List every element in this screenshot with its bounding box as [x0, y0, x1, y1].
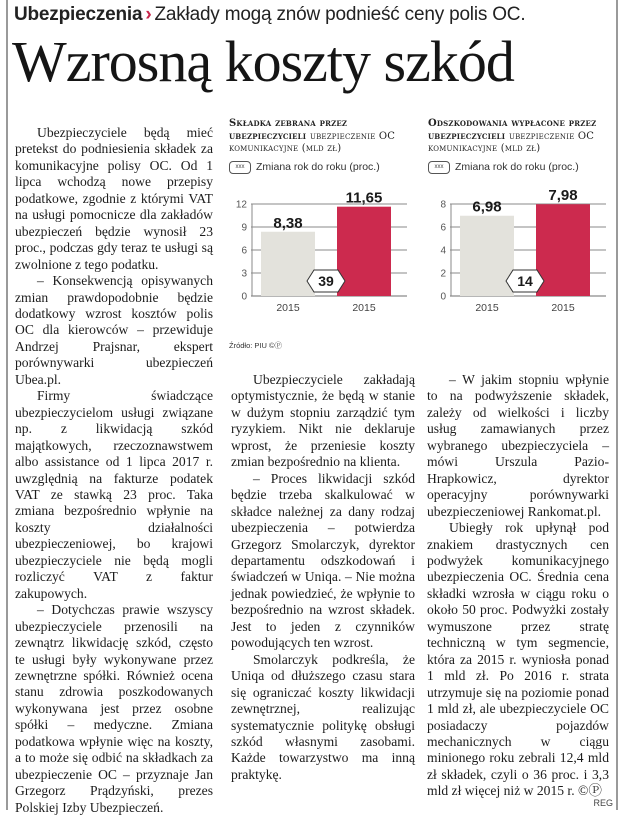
kicker-text: Zakłady mogą znów podnieść ceny polis OC. [154, 4, 526, 25]
y-tick-label: 4 [440, 245, 446, 256]
paragraph: – Konsekwencją opisywanych zmian prawdopodobnie będzie dodatkowy wzrost kosztów polis OC dla kierowców – przewiduje Andrzej Prajsnar, ekspert porównywarki ubezpieczeń Ubea.pl. [15, 273, 213, 387]
chart-claims [428, 118, 614, 328]
change-label: 39 [318, 272, 334, 289]
y-tick-label: 0 [440, 291, 446, 302]
chart-title-main: Odszkodowania wypłacone przez ubezpieczycieli [428, 118, 597, 142]
paragraph: Ubiegły rok upłynął pod znakiem drastycznych cen podwyżek komunikacyjnego ubezpieczenia OC. Średnia cena składki wzrosła w ciągu roku o około 50 proc. Podwyżki zostały wymuszone przez stratę techniczną w tym segmencie, która za 2015 r. wyniosła ponad 1 mld zł. Po 2016 r. strata utrzymuje się na poziomie ponad 1 mld zł, ale ubezpieczyciele OC posiadaczy pojazdów mechanicznych w ciągu minionego roku zebrali 12,4 mld zł składek, czyli o 36 proc. i 3,3 mld zł więcej niż w 2015 r. ©Ⓟ [427, 520, 609, 799]
hexagon-icon: xxx [229, 161, 251, 174]
byline: REG [593, 798, 613, 808]
value-label: 8,38 [273, 214, 303, 232]
chart-subtitle: ubezpieczenie OC komunikacyjne (mld zł) [428, 130, 595, 154]
value-label: 7,98 [548, 186, 578, 204]
paragraph: – W jakim stopniu wpłynie to na podwyższenie składek, zależy od wielkości i liczby usług zamawianych przez wybranego ubezpieczyciela – mówi Urszula Pazio-Hrapkowicz, dyrektor operacyjny porównywarki ubezpieczeniowej Rankomat.pl. [427, 372, 609, 519]
legend-label: Zmiana rok do roku (proc.) [455, 161, 579, 173]
chart-legend [229, 161, 419, 174]
x-tick-label: 2015 [475, 301, 499, 314]
value-label: 6,98 [472, 198, 502, 216]
section-label: Ubezpieczenia [14, 4, 143, 25]
chevron-right-icon: › [145, 4, 152, 25]
paragraph: Smolarczyk podkreśla, że Uniqa od dłuższego czasu stara się ograniczać koszty likwidacji zewnętrznej, realizując systematycznie politykę obsługi szkód własnymi zasobami. Każde towarzystwo ma inną praktykę. [231, 651, 415, 782]
y-tick-label: 0 [241, 291, 247, 302]
bar [536, 204, 590, 296]
bar-chart-svg [428, 174, 614, 324]
bar-chart-svg [229, 174, 419, 324]
kicker [14, 4, 525, 26]
y-tick-label: 12 [235, 199, 247, 210]
value-label: 11,65 [345, 189, 383, 207]
chart-source: Źródło: PIU ©Ⓟ [229, 341, 283, 350]
chart-title [428, 118, 614, 156]
chart-premiums [229, 118, 419, 328]
legend-label: Zmiana rok do roku (proc.) [256, 161, 380, 173]
paragraph: – Dotychczas prawie wszyscy ubezpieczyciele przenosili na zewnątrz likwidację szkód, często te usługi były wykonywane przez zewnętrzne spółki. Również ocena stanu zdrowia poszkodowanych wykonywana jest przez osobne spółki – medyczne. Zmiana podatkowa wpłynie więc na koszty, a to może się odbić na składkach za ubezpieczenie OC – przyznaje Jan Grzegorz Prądzyński, prezes Polskiej Izby Ubezpieczeń. [15, 602, 213, 815]
y-tick-label: 6 [241, 245, 247, 256]
bar [261, 231, 315, 295]
chart-title-main: Składka zebrana przez ubezpieczycieli [229, 118, 348, 142]
x-tick-label: 2015 [551, 301, 575, 314]
text-column-1 [15, 125, 213, 816]
hexagon-icon: xxx [428, 161, 450, 174]
paragraph: Ubezpieczyciele zakładają optymistycznie, że będą w stanie w dużym stopniu zarządzić tym ryzykiem. Nikt nie deklaruje wprost, że przeniesie koszty zmian bezpośrednio na klienta. [231, 372, 415, 470]
bar [460, 215, 514, 295]
chart-title [229, 118, 419, 156]
y-tick-label: 8 [440, 199, 446, 210]
x-tick-label: 2015 [276, 301, 300, 314]
y-tick-label: 2 [440, 268, 446, 279]
text-column-3 [427, 372, 609, 800]
paragraph: Ubezpieczyciele będą mieć pretekst do podniesienia składek za komunikacyjne polisy OC. Od 1 lipca wchodzą nowe przepisy podatkowe, zgodnie z którymi VAT na usługi pomocnicze dla zakładów ubezpieczeń będzie wynosił 23 proc., podczas gdy teraz te usługi są zwolnione z tego podatku. [15, 125, 213, 272]
chart-legend [428, 161, 614, 174]
paragraph: Firmy świadczące ubezpieczycielom usługi związane np. z likwidacją szkód majątkowych, rzeczoznawstwem albo assistance od 1 lipca 2017 r. uwzględnią na fakturze podatek VAT ze stawką 23 proc. Taka zmiana bezpośrednio wpłynie na koszty działalności ubezpieczeniowej, bo krajowi ubezpieczyciele nie będą mogli rozliczyć VAT z faktur zakupowych. [15, 388, 213, 601]
paragraph: – Proces likwidacji szkód będzie trzeba skalkulować w składce należnej za dany rodzaj ubezpieczenia – potwierdza Grzegorz Smolarczyk, dyrektor departamentu odszkodowań i świadczeń w Uniqa. – Nie można jednak powiedzieć, że wpłynie to bezpośrednio na wzrost składek. Jest to jeden z czynników powodujących ten wzrost. [231, 470, 415, 651]
y-tick-label: 3 [241, 268, 247, 279]
headline: Wzrosną koszty szkód [12, 29, 514, 94]
y-tick-label: 6 [440, 222, 446, 233]
bar [337, 206, 391, 295]
text-column-2 [231, 372, 415, 783]
y-tick-label: 9 [241, 222, 247, 233]
change-label: 14 [517, 272, 533, 289]
x-tick-label: 2015 [352, 301, 376, 314]
chart-subtitle: ubezpieczenie OC komunikacyjne (mld zł) [229, 130, 396, 154]
